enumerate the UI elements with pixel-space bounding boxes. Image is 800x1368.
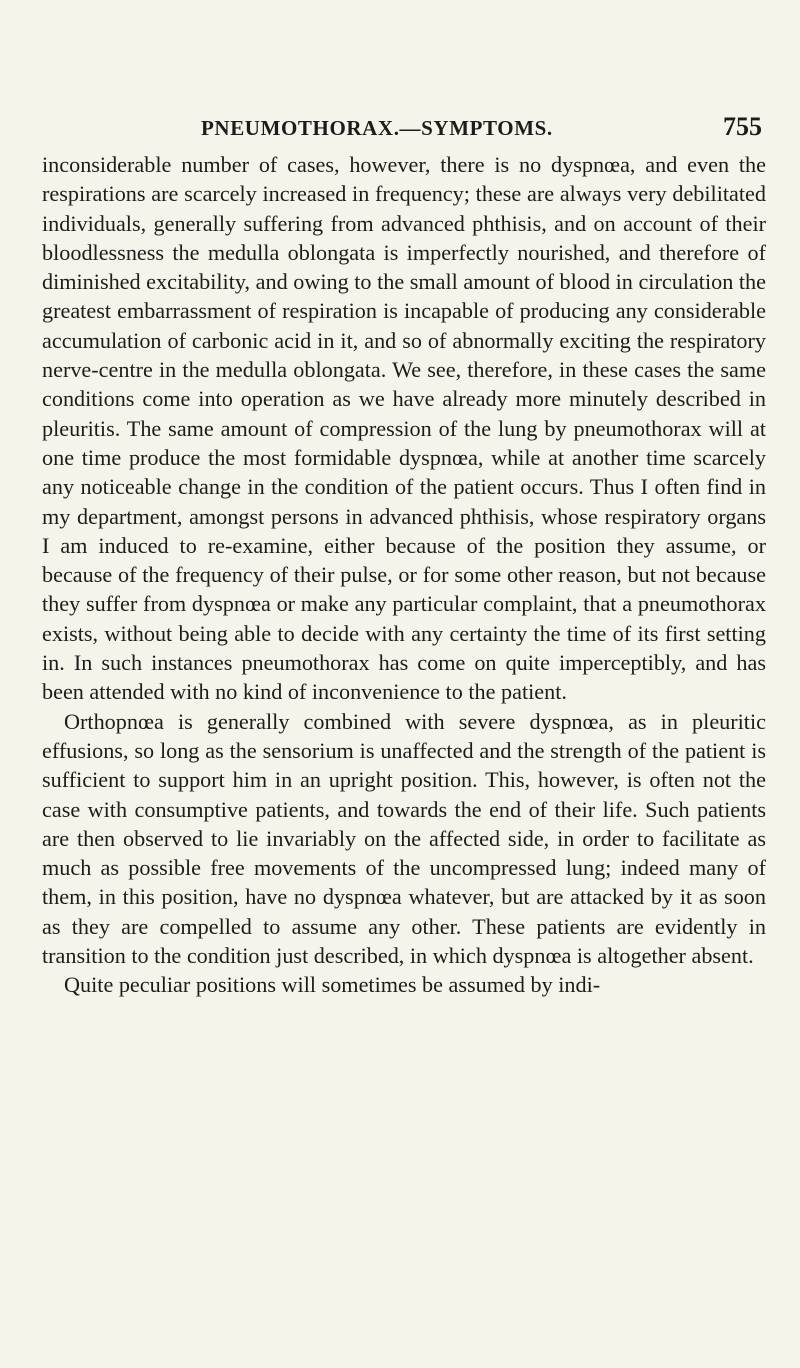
paragraph-peculiar-positions: Quite peculiar positions will sometimes be assumed by indi- bbox=[64, 972, 601, 998]
paragraph-orthopnoea: Orthopnœa is generally combined with severe dyspnœa, as in pleuritic effusions, so long as the sensorium is unaffected and the strength of the patient is sufficient to support him in an upright position. This, however, is often not the case with consumptive patients, and towards the end of their life. Such patients are then observed to lie invariably on the affected side, in order to facilitate as much as possible free movements of the uncompressed lung; indeed many of them, in this position, have no dyspnœa whatever, but are attacked by it as soon as they are compelled to assume any other. These patients are evidently in transition to the condition just described, in which dyspnœa is altogether absent. bbox=[42, 708, 766, 969]
page-header bbox=[0, 112, 800, 146]
paragraph-continuation: inconsiderable number of cases, however, there is no dyspnœa, and even the respirations are scarcely increased in frequency; these are always very debilitated individuals, generally suffering from advanced phthisis, and on account of their bloodlessness the medulla oblongata is imperfectly nourished, and therefore of diminished excitability, and owing to the small amount of blood in circulation the greatest embarrassment of respiration is incapable of producing any considerable accumulation of carbonic acid in it, and so of abnormally exciting the respiratory nerve-centre in the medulla oblongata. We see, therefore, in these cases the same conditions come into operation as we have already more minutely described in pleuritis. The same amount of compression of the lung by pneumothorax will at one time produce the most formidable dyspnœa, while at another time scarcely any noticeable change in the condition of the patient occurs. Thus I often find in my department, amongst persons in advanced phthisis, whose respiratory organs I am induced to re-examine, either because of the position they assume, or because of the frequency of their pulse, or for some other reason, but not because they suffer from dyspnœa or make any particular complaint, that a pneumothorax exists, without being able to decide with any certainty the time of its first setting in. In such instances pneumothorax has come on quite imperceptibly, and has been attended with no kind of inconvenience to the patient. bbox=[42, 152, 766, 705]
running-head: PNEUMOTHORAX.—SYMPTOMS. bbox=[201, 116, 553, 140]
body-text bbox=[42, 150, 766, 1000]
page-number: 755 bbox=[723, 112, 762, 141]
